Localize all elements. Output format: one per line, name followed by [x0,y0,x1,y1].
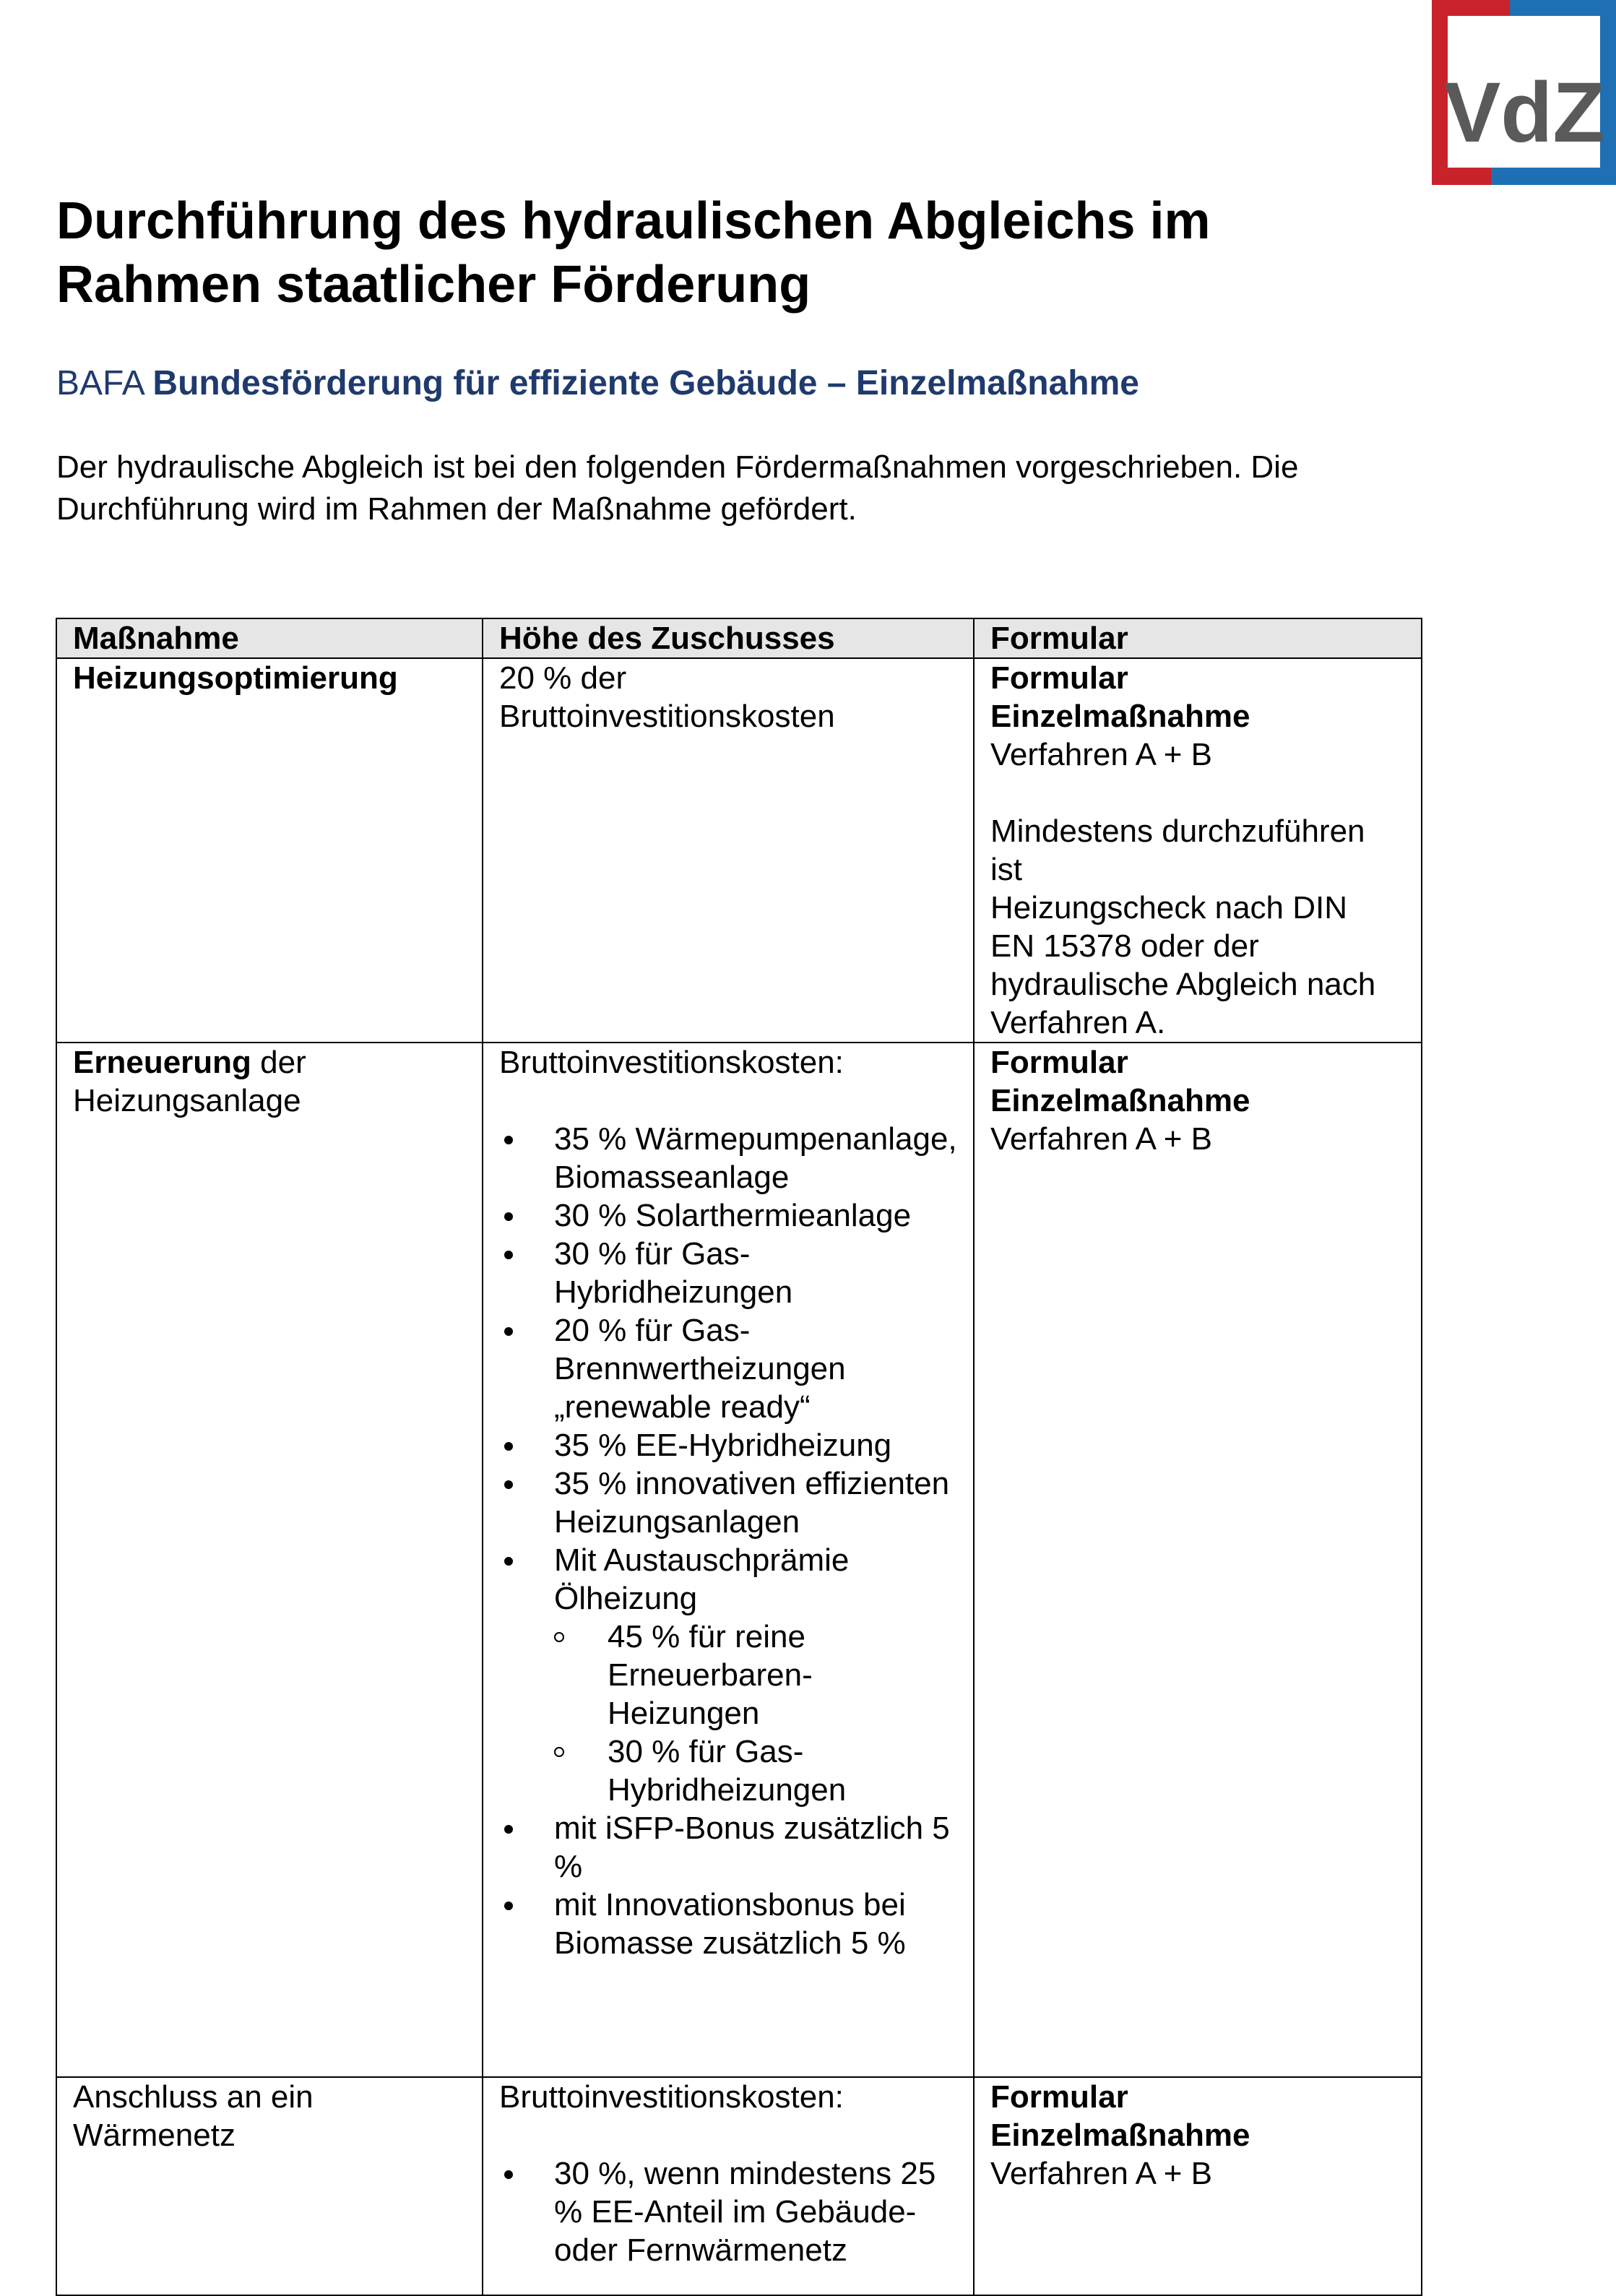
massnahme-line: Heizungsanlage [73,1083,301,1118]
list-item: 35 % EE-Hybridheizung [499,1426,959,1464]
formular-verfahren: Verfahren A + B [990,737,1213,772]
spacer [499,2116,959,2154]
list-item: mit Innovationsbonus bei Biomasse zusätzlich 5 % [499,1886,959,1962]
cell-massnahme [56,658,483,1043]
table-header-row [56,618,1422,658]
zuschuss-list [499,2154,959,2269]
cell-zuschuss [483,658,974,1043]
list-item: mit iSFP-Bonus zusätzlich 5 % [499,1809,959,1886]
cell-formular [974,2077,1422,2295]
massnahme-rest: der [260,1045,306,1080]
spacer [499,1082,959,1120]
list-item: 30 %, wenn mindestens 25 % EE-Anteil im Gebäude- oder Fernwärmenetz [499,2154,959,2269]
table-row [56,658,1422,1043]
formular-label: Einzelmaßnahme [990,2118,1250,2153]
page-title: Durchführung des hydraulischen Abgleichs im Rahmen staatlicher Förderung [56,192,1211,314]
massnahme-name: Erneuerung [73,1045,251,1080]
formular-label: Einzelmaßnahme [990,1083,1250,1118]
cell-formular [974,1043,1422,2077]
page-subtitle [56,358,1139,409]
vdz-logo [1432,0,1616,185]
massnahme-line: Anschluss an ein [73,2079,314,2115]
list-item: 30 % für Gas-Hybridheizungen [553,1732,882,1809]
formular-verfahren: Verfahren A + B [990,2156,1213,2191]
formular-note-line: Mindestens durchzuführen [990,813,1365,849]
formular-verfahren: Verfahren A + B [990,1121,1213,1157]
massnahme-line: Wärmenetz [73,2118,236,2153]
zuschuss-list [499,1809,959,1962]
cell-zuschuss [483,2077,974,2295]
formular-label: Formular [990,2079,1128,2115]
cell-massnahme [56,2077,483,2295]
intro-paragraph: Der hydraulische Abgleich ist bei den folgenden Fördermaßnahmen vorgeschrieben. Die Durchführung wird im Rahmen der Maßnahme gefördert. [56,449,1299,527]
table-row [56,2077,1422,2295]
spacer [990,774,1407,812]
list-item: Mit Austauschprämie Ölheizung [499,1541,959,1618]
subtitle-program: Bundesförderung für effiziente Gebäude – Einzelmaßnahme [152,364,1139,402]
zuschuss-intro: Bruttoinvestitionskosten: [499,1045,844,1080]
zuschuss-list [499,1120,959,1618]
zuschuss-line: Bruttoinvestitionskosten [499,699,835,734]
header-formular: Formular [974,618,1422,658]
list-item: 35 % Wärmepumpenanlage, Biomasseanlage [499,1120,959,1196]
cell-formular [974,658,1422,1043]
subtitle-prefix: BAFA [56,364,144,402]
massnahme-line [73,1043,467,1082]
formular-note-line: EN 15378 oder der [990,928,1259,964]
list-item: 35 % innovativen effizienten Heizungsanlagen [499,1464,959,1541]
list-item: 30 % für Gas-Hybridheizungen [499,1235,959,1311]
formular-note-line: hydraulische Abgleich nach [990,967,1376,1002]
massnahme-name: Heizungsoptimierung [73,660,398,696]
list-item: 20 % für Gas-Brennwertheizungen „renewable ready“ [499,1311,959,1426]
zuschuss-intro: Bruttoinvestitionskosten: [499,2079,844,2115]
formular-note-line: Heizungscheck nach DIN [990,890,1348,925]
cell-massnahme [56,1043,483,2077]
formular-label: Formular [990,1045,1128,1080]
header-zuschuss: Höhe des Zuschusses [483,618,974,658]
formular-note-line: Verfahren A. [990,1005,1166,1040]
zuschuss-line: 20 % der [499,660,627,696]
formular-label: Einzelmaßnahme [990,699,1250,734]
zuschuss-sublist [499,1618,959,1809]
table-row [56,1043,1422,2077]
cell-zuschuss [483,1043,974,2077]
list-item: 45 % für reine Erneuerbaren-Heizungen [553,1618,882,1732]
list-item: 30 % Solarthermieanlage [499,1196,959,1235]
header-massnahme: Maßnahme [56,618,483,658]
logo-text: VdZ [1443,65,1605,160]
formular-label: Formular [990,660,1128,696]
funding-table [56,618,1422,2296]
formular-note-line: ist [990,852,1022,887]
